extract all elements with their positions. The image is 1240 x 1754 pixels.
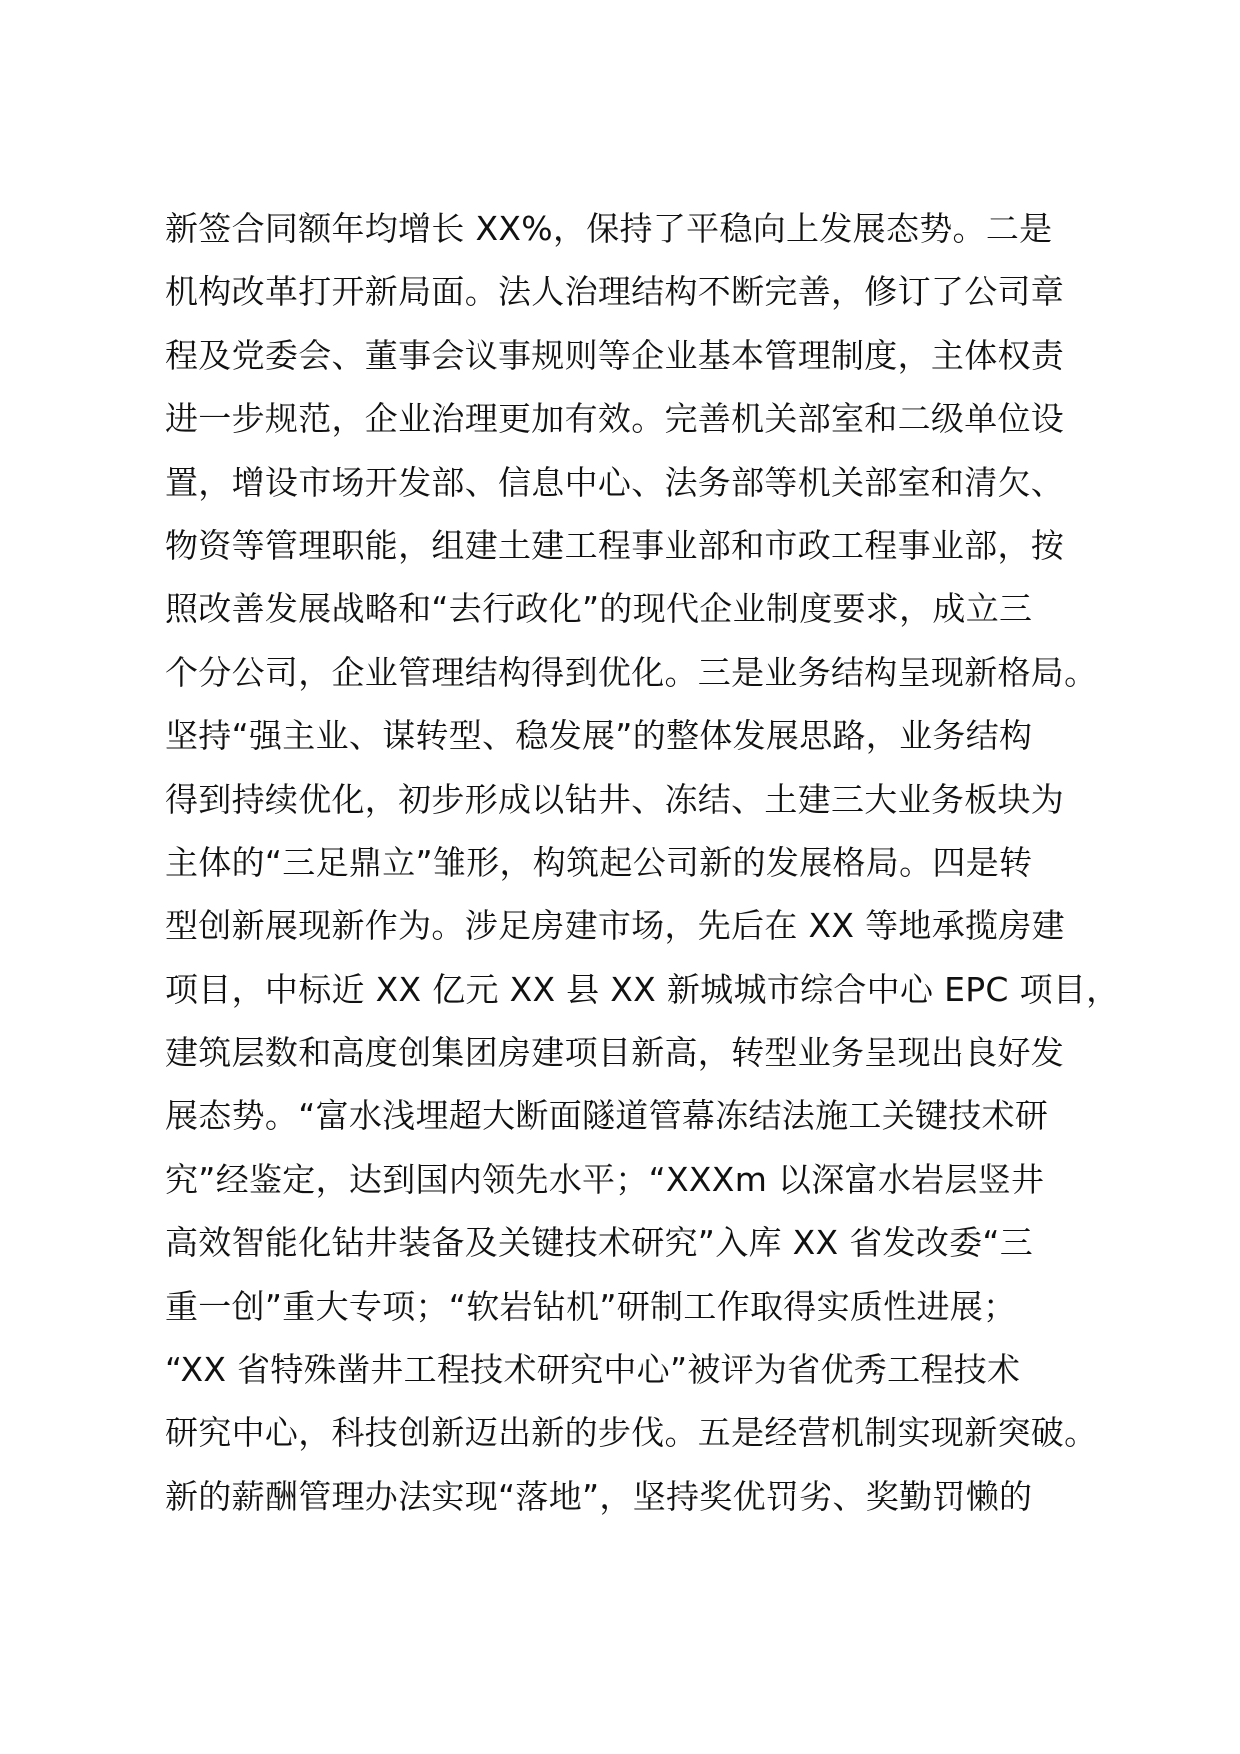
text-line: 程及党委会、董事会议事规则等企业基本管理制度，主体权责 [165,335,1065,375]
text-line: 建筑层数和高度创集团房建项目新高，转型业务呈现出良好发 [165,1033,1065,1073]
text-line: 展态势。“富水浅埋超大断面隧道管幕冻结法施工关键技术研 [165,1096,1049,1136]
text-line: 重一创”重大专项；“软岩钻机”研制工作取得实质性进展； [165,1286,1017,1326]
text-line: 照改善发展战略和“去行政化”的现代企业制度要求，成立三 [165,589,1033,629]
text-line: 高效智能化钻井装备及关键技术研究”入库 XX 省发改委“三 [165,1223,1034,1263]
text-line: 机构改革打开新局面。法人治理结构不断完善，修订了公司章 [165,272,1065,312]
text-line: 型创新展现新作为。涉足房建市场，先后在 XX 等地承揽房建 [165,906,1065,946]
text-line: 置，增设市场开发部、信息中心、法务部等机关部室和清欠、 [165,462,1065,502]
text-line: “XX 省特殊凿井工程技术研究中心”被评为省优秀工程技术 [165,1350,1021,1390]
text-line: 坚持“强主业、谋转型、稳发展”的整体发展思路，业务结构 [165,716,1033,756]
text-line: 物资等管理职能，组建土建工程事业部和市政工程事业部，按 [165,525,1065,565]
text-line: 研究中心，科技创新迈出新的步伐。五是经营机制实现新突破。 [165,1413,1098,1453]
text-line: 个分公司，企业管理结构得到优化。三是业务结构呈现新格局。 [165,652,1098,692]
text-line: 项目，中标近 XX 亿元 XX 县 XX 新城城市综合中心 EPC 项目， [165,969,1120,1009]
text-line: 新签合同额年均增长 XX%，保持了平稳向上发展态势。二是 [165,209,1053,248]
text-line: 究”经鉴定，达到国内领先水平；“XXXm 以深富水岩层竖井 [165,1159,1045,1199]
body-text [165,197,1120,1528]
text-line: 进一步规范，企业治理更加有效。完善机关部室和二级单位设 [165,399,1065,439]
text-line: 得到持续优化，初步形成以钻井、冻结、土建三大业务板块为 [165,779,1065,819]
text-line: 新的薪酬管理办法实现“落地”，坚持奖优罚劣、奖勤罚懒的 [165,1476,1033,1516]
text-line: 主体的“三足鼎立”雏形，构筑起公司新的发展格局。四是转 [165,842,1033,882]
